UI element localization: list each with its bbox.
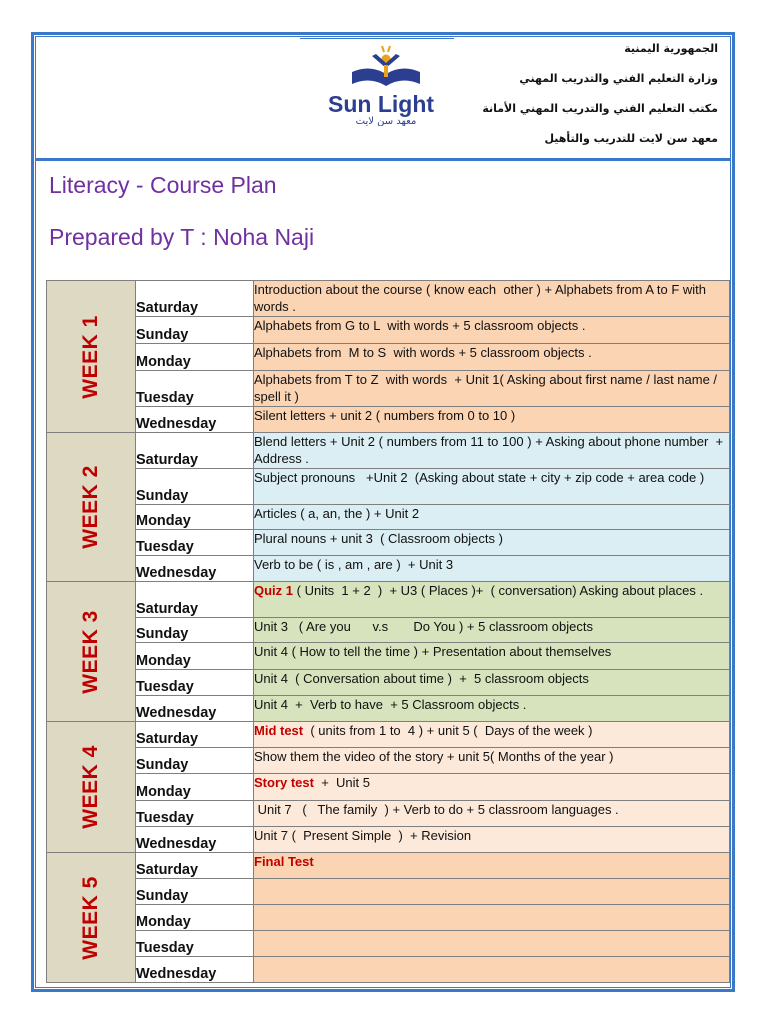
lesson-text: Unit 7 ( Present Simple ) + Revision — [254, 828, 472, 843]
lesson-cell — [254, 931, 730, 957]
day-cell: Saturday — [136, 853, 254, 879]
page-title: Literacy - Course Plan — [49, 172, 277, 198]
lesson-text: Alphabets from M to S with words + 5 classroom objects . — [254, 345, 592, 360]
lesson-text: Alphabets from G to L with words + 5 classroom objects . — [254, 318, 586, 333]
table-row — [47, 505, 730, 530]
day-cell: Saturday — [136, 433, 254, 469]
table-row — [47, 582, 730, 618]
week-cell — [47, 582, 136, 722]
lesson-cell — [254, 505, 730, 530]
arabic-header — [478, 40, 718, 160]
lesson-cell — [254, 530, 730, 556]
lesson-cell — [254, 879, 730, 905]
table-row — [47, 722, 730, 748]
table-row — [47, 670, 730, 696]
day-cell: Monday — [136, 643, 254, 670]
week-label: WEEK 4 — [79, 745, 102, 829]
logo-arabic-text: معهد سن لايت — [355, 116, 417, 126]
arabic-line: مكتب التعليم الفني والتدريب المهني الأمانة — [482, 102, 718, 115]
lesson-text: Alphabets from T to Z with words + Unit 1( Asking about first name / last name / spell it ) — [254, 372, 721, 404]
lesson-cell — [254, 827, 730, 853]
day-cell: Tuesday — [136, 801, 254, 827]
lesson-cell — [254, 371, 730, 407]
day-cell: Wednesday — [136, 556, 254, 582]
table-row — [47, 317, 730, 344]
lesson-cell — [254, 317, 730, 344]
table-row — [47, 801, 730, 827]
week-cell — [47, 853, 136, 983]
lesson-text: Introduction about the course ( know each other ) + Alphabets from A to F with words . — [254, 282, 710, 314]
lesson-text: Unit 7 ( The family ) + Verb to do + 5 classroom languages . — [254, 802, 619, 817]
table-row — [47, 643, 730, 670]
lesson-text: Plural nouns + unit 3 ( Classroom objects ) — [254, 531, 503, 546]
day-cell: Wednesday — [136, 407, 254, 433]
lesson-cell — [254, 722, 730, 748]
day-cell: Wednesday — [136, 827, 254, 853]
day-cell: Monday — [136, 905, 254, 931]
day-cell: Monday — [136, 505, 254, 530]
lesson-text: Unit 4 ( How to tell the time ) + Presentation about themselves — [254, 644, 612, 659]
table-row — [47, 696, 730, 722]
lesson-text: ( Units 1 + 2 ) + U3 ( Places )+ ( conversation) Asking about places . — [293, 583, 704, 598]
lesson-cell — [254, 582, 730, 618]
logo-rule — [300, 38, 454, 39]
table-row — [47, 931, 730, 957]
day-cell: Tuesday — [136, 530, 254, 556]
lesson-text: Subject pronouns +Unit 2 (Asking about state + city + zip code + area code ) — [254, 470, 705, 485]
arabic-line: معهد سن لايت للتدريب والتأهيل — [544, 132, 718, 145]
lesson-cell — [254, 957, 730, 983]
week-label: WEEK 5 — [79, 875, 102, 960]
lesson-cell — [254, 696, 730, 722]
lesson-cell — [254, 905, 730, 931]
day-cell: Saturday — [136, 281, 254, 317]
lesson-cell — [254, 281, 730, 317]
table-row — [47, 853, 730, 879]
day-cell: Wednesday — [136, 957, 254, 983]
table-row — [47, 407, 730, 433]
day-cell: Sunday — [136, 748, 254, 774]
course-plan-table — [46, 280, 730, 983]
table-row — [47, 827, 730, 853]
table-row — [47, 371, 730, 407]
lesson-text: Unit 4 + Verb to have + 5 Classroom objects . — [254, 697, 527, 712]
logo — [326, 42, 450, 126]
lesson-cell — [254, 774, 730, 801]
week-cell — [47, 433, 136, 582]
sunlight-logo-icon — [326, 42, 450, 126]
day-cell: Sunday — [136, 618, 254, 643]
day-cell: Tuesday — [136, 931, 254, 957]
lesson-cell — [254, 344, 730, 371]
assessment-label: Quiz 1 — [254, 583, 294, 598]
week-label: WEEK 1 — [79, 314, 102, 399]
lesson-cell — [254, 853, 730, 879]
page-subtitle: Prepared by T : Noha Naji — [49, 224, 315, 250]
day-cell: Monday — [136, 774, 254, 801]
lesson-cell — [254, 469, 730, 505]
lesson-text: Blend letters + Unit 2 ( numbers from 11 to 100 ) + Asking about phone number + Address . — [254, 434, 727, 466]
lesson-text: Articles ( a, an, the ) + Unit 2 — [254, 506, 420, 521]
week-label: WEEK 3 — [79, 609, 102, 694]
assessment-label: Story test — [254, 775, 314, 790]
table-row — [47, 530, 730, 556]
lesson-text: + Unit 5 — [313, 775, 370, 790]
lesson-cell — [254, 407, 730, 433]
week-label: WEEK 2 — [79, 465, 102, 549]
day-cell: Tuesday — [136, 371, 254, 407]
lesson-text: ( units from 1 to 4 ) + unit 5 ( Days of the week ) — [303, 723, 593, 738]
assessment-label: Mid test — [254, 723, 304, 738]
lesson-cell — [254, 433, 730, 469]
lesson-text: Silent letters + unit 2 ( numbers from 0 to 10 ) — [254, 408, 516, 423]
day-cell: Tuesday — [136, 670, 254, 696]
week-cell — [47, 281, 136, 433]
table-row — [47, 748, 730, 774]
table-row — [47, 344, 730, 371]
table-row — [47, 433, 730, 469]
day-cell: Monday — [136, 344, 254, 371]
lesson-cell — [254, 556, 730, 582]
lesson-text: Verb to be ( is , am , are ) + Unit 3 — [254, 557, 454, 572]
lesson-text: Unit 3 ( Are you v.s Do You ) + 5 classroom objects — [254, 619, 593, 634]
lesson-cell — [254, 801, 730, 827]
table-row — [47, 957, 730, 983]
lesson-text: Unit 4 ( Conversation about time ) + 5 classroom objects — [254, 671, 589, 686]
day-cell: Sunday — [136, 879, 254, 905]
table-row — [47, 618, 730, 643]
lesson-cell — [254, 748, 730, 774]
day-cell: Saturday — [136, 722, 254, 748]
day-cell: Sunday — [136, 317, 254, 344]
lesson-cell — [254, 643, 730, 670]
table-row — [47, 556, 730, 582]
day-cell: Wednesday — [136, 696, 254, 722]
lesson-cell — [254, 670, 730, 696]
table-row — [47, 905, 730, 931]
table-row — [47, 469, 730, 505]
arabic-line: وزارة التعليم الفني والتدريب المهني — [519, 72, 718, 85]
assessment-label: Final Test — [254, 854, 314, 869]
arabic-line: الجمهورية اليمنية — [624, 42, 718, 55]
day-cell: Sunday — [136, 469, 254, 505]
lesson-text: Show them the video of the story + unit 5( Months of the year ) — [254, 749, 614, 764]
table-row — [47, 879, 730, 905]
week-cell — [47, 722, 136, 853]
table-row — [47, 774, 730, 801]
lesson-cell — [254, 618, 730, 643]
logo-text: Sun Light — [328, 91, 435, 117]
day-cell: Saturday — [136, 582, 254, 618]
table-row — [47, 281, 730, 317]
